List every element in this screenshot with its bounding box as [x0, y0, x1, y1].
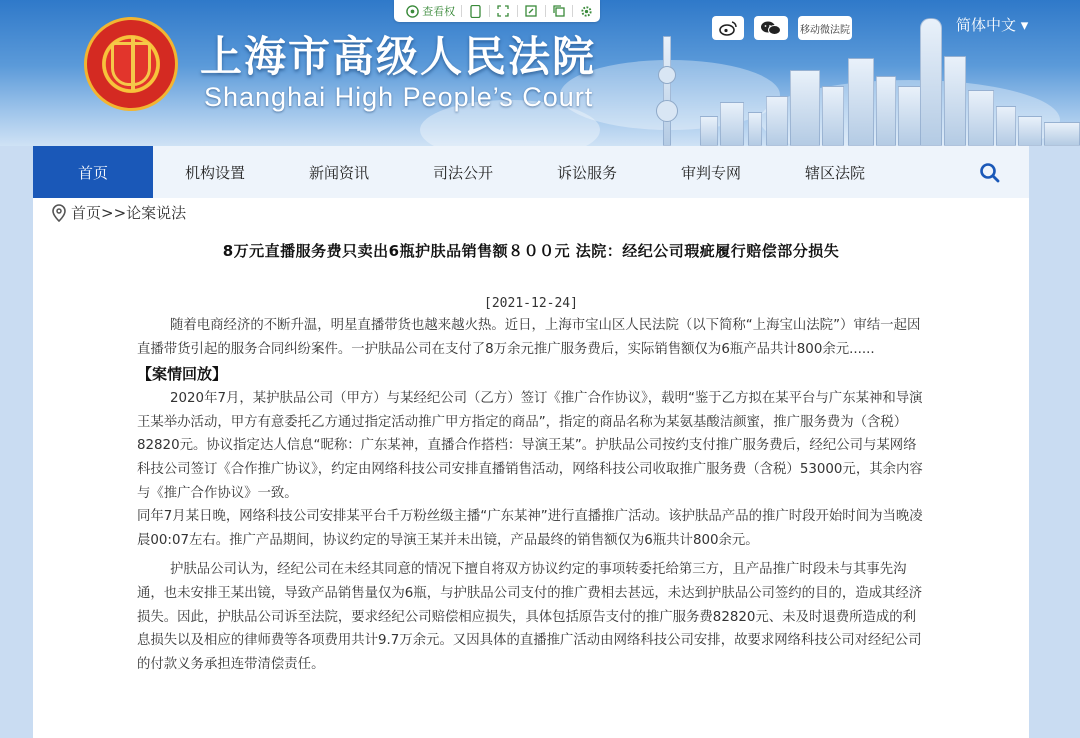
view-permission-label: 查看权 — [422, 5, 456, 18]
nav-item-district-courts[interactable]: 辖区法院 — [804, 163, 865, 182]
mobile-court-button[interactable] — [798, 16, 852, 40]
nav-item-organization[interactable]: 机构设置 — [184, 163, 245, 182]
site-title-en: Shanghai High People’s Court — [204, 82, 594, 112]
article-intro: 随着电商经济的不断升温，明星直播带货也越来越火热。近日，上海市宝山区人民法院（以下简称“上海宝山法院”）审结一起因直播带货引起的服务合同纠纷案件。一护肤品公司在支付了8万余元推广服务费后，实际销售额仅为6瓶产品共计800余元...... — [137, 318, 921, 357]
nav-item-home[interactable]: 首页 — [33, 146, 153, 198]
article-container — [33, 198, 1029, 738]
wechat-icon — [760, 20, 782, 36]
article-paragraph: 护肤品公司认为，经纪公司在未经其同意的情况下擅自将双方协议约定的事项转委托给第三方，且产品推广时段未与其事先沟通，也未安排王某出镜，导致产品销售量仅为6瓶，与护肤品公司支付的推广费相去甚远，未达到护肤品公司签约的目的，造成其经济损失。因此，护肤品公司诉至法院，要求经纪公司赔偿相应损失，具体包括原告支付的推广服务费82820元、未及时退费所造成的利息损失以及相应的律师费等各项费用共计9.7万余元。又因具体的直播推广活动由网络科技公司安排，故要求网络科技公司对经纪公司的付款义务承担连带清偿责任。 — [137, 562, 923, 672]
wechat-button[interactable] — [754, 16, 788, 40]
language-selector[interactable]: 简体中文 ▾ — [956, 16, 1029, 34]
site-title-cn: 上海市高级人民法院 — [200, 32, 597, 81]
expand-button[interactable] — [490, 0, 517, 22]
copy-button[interactable] — [546, 0, 573, 22]
mobile-view-button[interactable] — [462, 0, 489, 22]
court-emblem — [84, 17, 178, 111]
weibo-button[interactable] — [712, 16, 744, 40]
mobile-court-label: 移动微法院 — [800, 24, 850, 36]
main-nav — [33, 146, 1029, 198]
search-button[interactable] — [979, 162, 1001, 184]
article-title: 8万元直播服务费只卖出6瓶护肤品销售额８００元 法院：经纪公司瑕疵履行赔偿部分损失 — [222, 242, 840, 260]
tablet-icon — [470, 5, 481, 18]
weibo-icon — [718, 20, 738, 36]
nav-item-judicial-disclosure[interactable]: 司法公开 — [432, 163, 493, 182]
breadcrumb — [51, 202, 186, 223]
location-pin-icon — [51, 204, 67, 222]
search-icon — [979, 162, 1001, 184]
nav-item-news[interactable]: 新闻资讯 — [308, 163, 369, 182]
gear-icon — [580, 5, 593, 18]
article-body — [137, 314, 927, 676]
copy-icon — [553, 5, 565, 17]
article-paragraph: 2020年7月，某护肤品公司（甲方）与某经纪公司（乙方）签订《推广合作协议》，载明“鉴于乙方拟在某平台与广东某神和导演王某举办活动，甲方有意委托乙方通过指定活动推广甲方指定的商品”，指定的商品名称为某氨基酸洁颜蜜，推广服务费为（含税）82820元。协议指定达人信息“昵称：广东某神，直播合作搭档：导演王某”。护肤品公司按约支付推广服务费后，经纪公司与某网络科技公司签订《合作推广协议》，约定由网络科技公司安排直播销售活动，网络科技公司收取推广服务费（含税）53000元，其余内容与《推广合作协议》一致。 — [137, 391, 923, 501]
article-paragraph: 同年7月某日晚，网络科技公司安排某平台千万粉丝级主播“广东某神”进行直播推广活动。该护肤品产品的推广时段开始时间为当晚凌晨00:07左右。推广产品期间，协议约定的导演王某并未出镜，产品最终的销售额仅为6瓶共计800余元。 — [137, 509, 923, 548]
view-permission-button[interactable] — [400, 0, 461, 22]
nav-item-litigation-service[interactable]: 诉讼服务 — [556, 163, 617, 182]
edit-icon — [525, 5, 537, 17]
nav-item-trial-network[interactable]: 审判专网 — [680, 163, 741, 182]
section-heading: 【案情回放】 — [137, 365, 228, 384]
eye-icon — [406, 5, 419, 18]
edit-button[interactable] — [518, 0, 545, 22]
accessibility-toolbar — [394, 0, 600, 22]
settings-button[interactable] — [573, 0, 600, 22]
article-date: [2021-12-24] — [484, 296, 578, 311]
expand-icon — [497, 5, 509, 17]
breadcrumb-path[interactable]: 首页>>论案说法 — [71, 204, 187, 222]
